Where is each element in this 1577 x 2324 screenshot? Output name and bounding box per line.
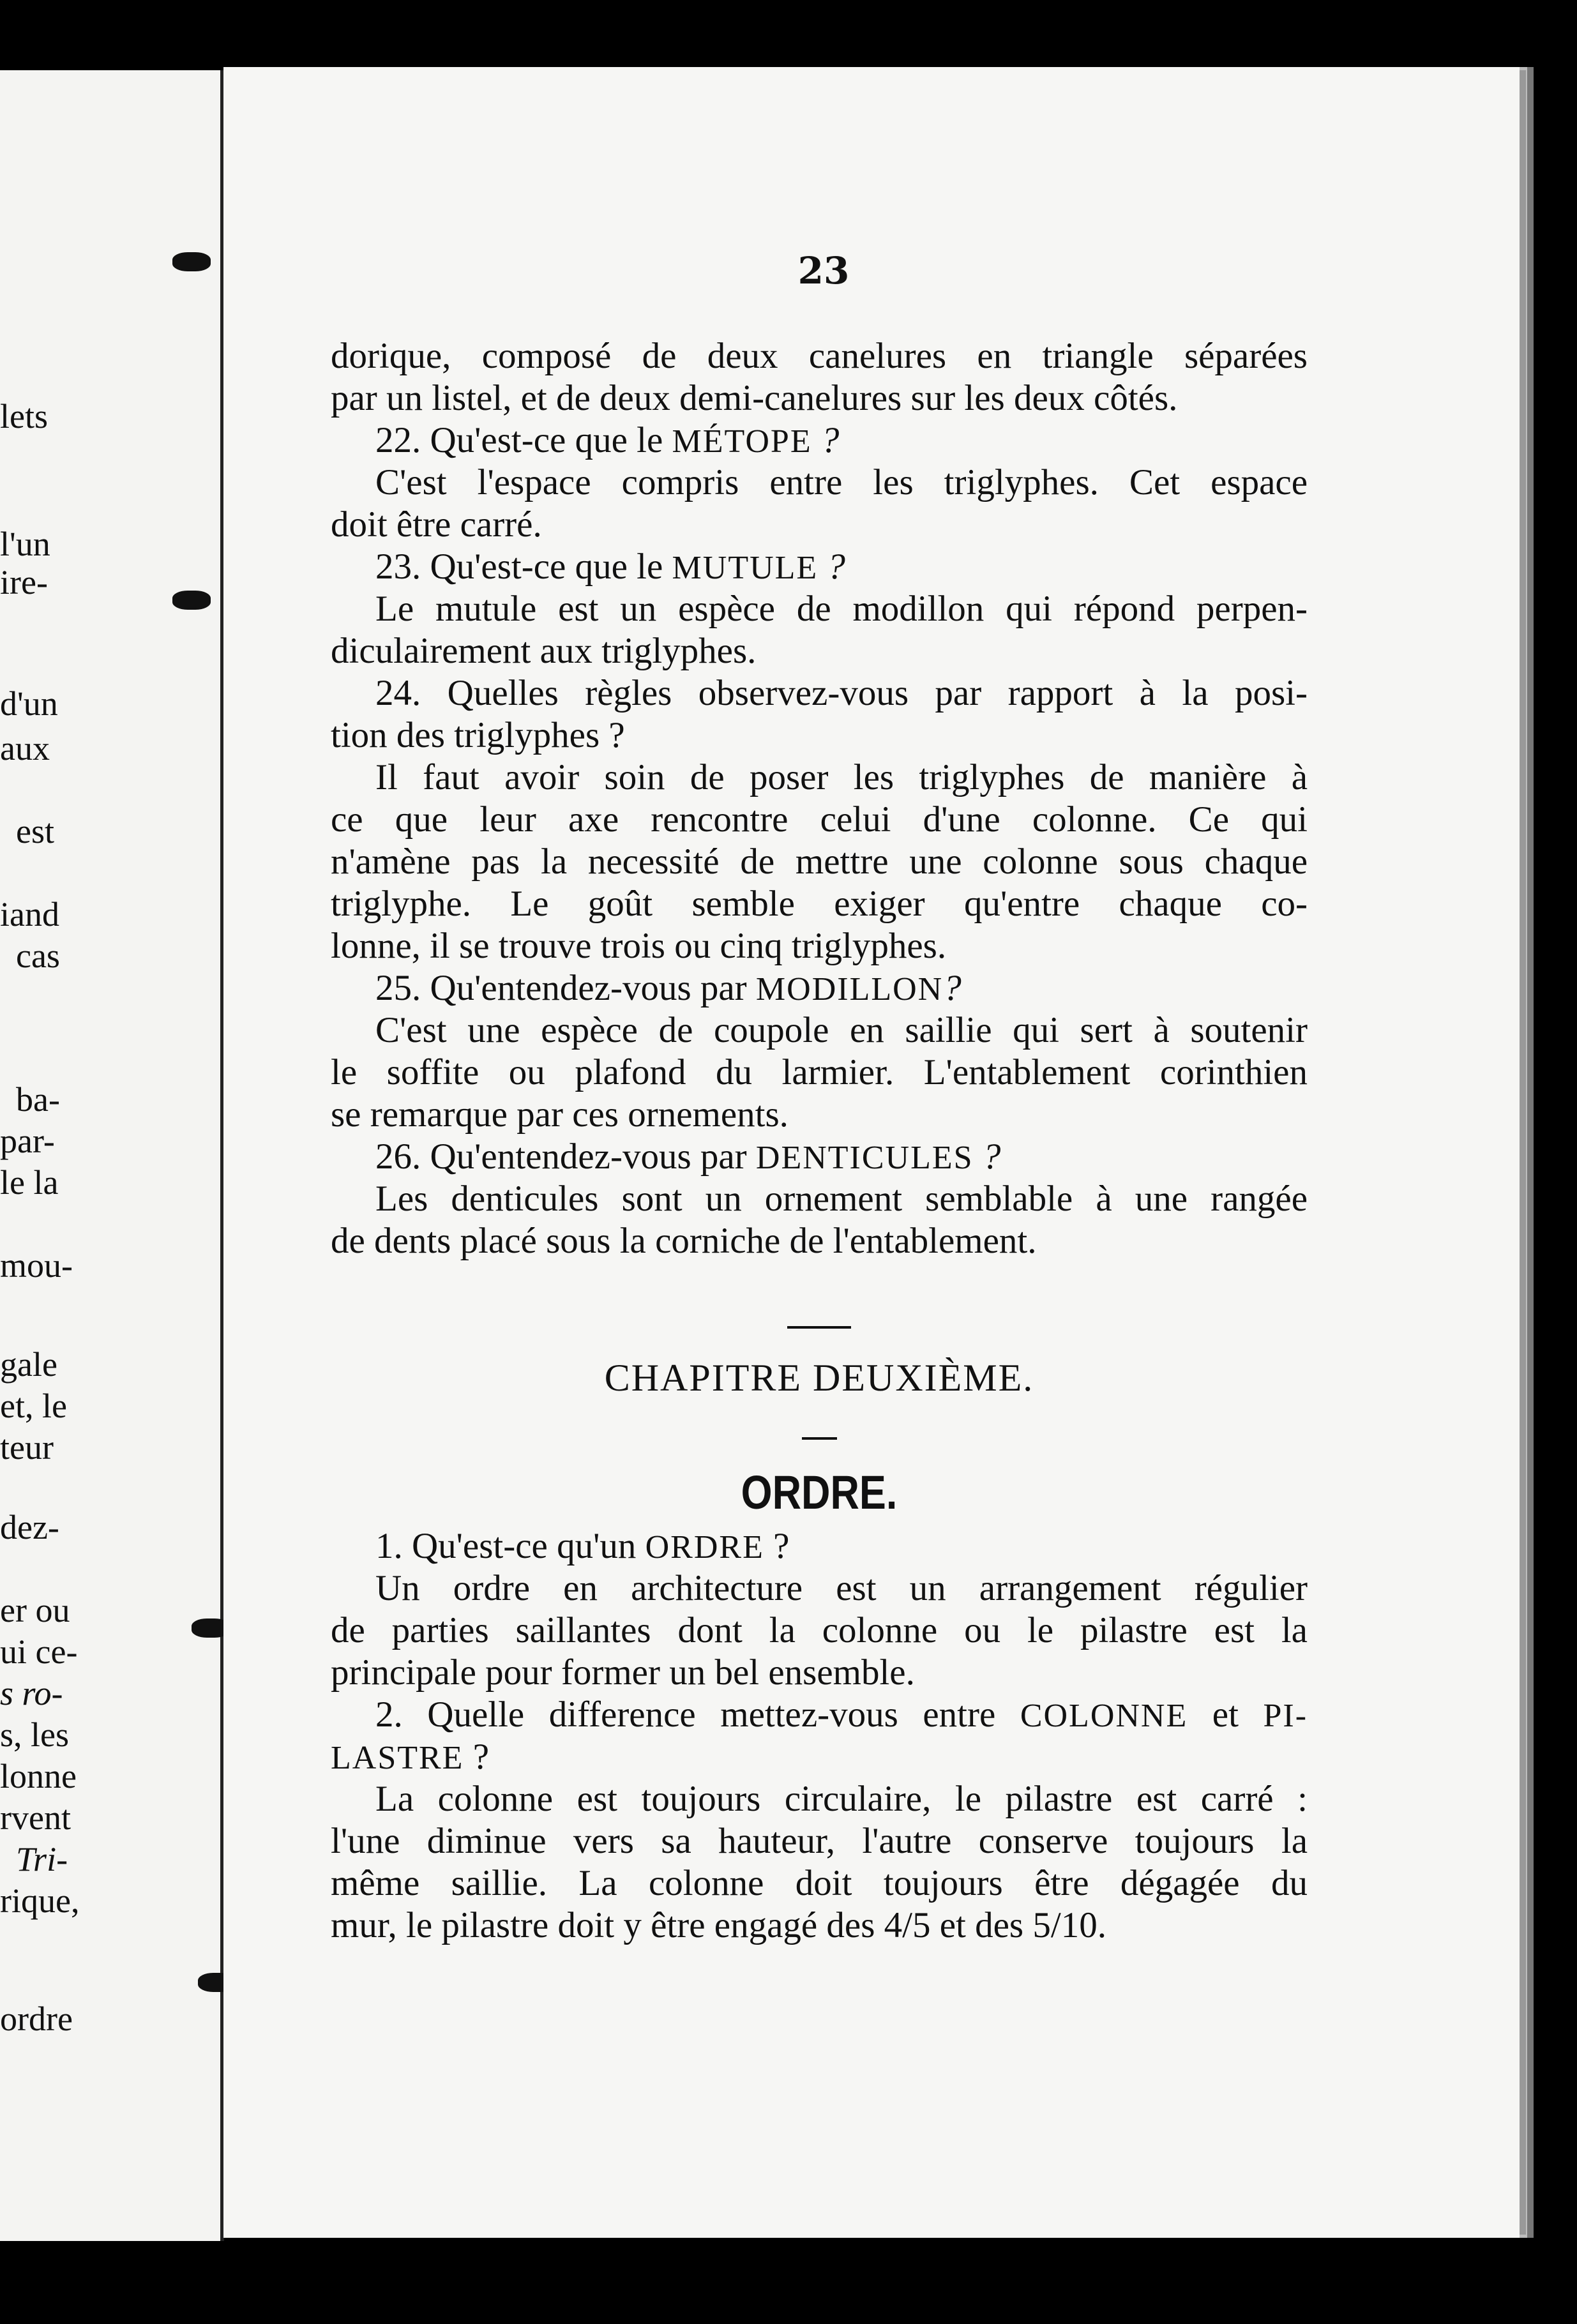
left-fragment: s, les [0, 1716, 69, 1754]
left-fragment: ire- [0, 563, 48, 601]
question-ordre-2-cont: LASTRE ? [331, 1737, 490, 1777]
term-metope: MÉTOPE [672, 423, 812, 460]
term-denticules: DENTICULES [755, 1140, 974, 1176]
answer-line: ce que leur axe rencontre celui d'une colonne. Ce qui [331, 799, 1308, 840]
page-number: 23 [797, 249, 850, 292]
text-line: dorique, composé de deux canelures en triangle séparées [331, 336, 1308, 376]
left-facing-page [0, 70, 224, 2241]
answer-line: même saillie. La colonne doit toujours être dégagée du [331, 1863, 1308, 1903]
left-fragment: et, le [0, 1387, 67, 1425]
left-fragment: Tri- [16, 1840, 68, 1878]
answer-line: doit être carré. [331, 504, 542, 545]
page-body [331, 335, 1308, 1947]
answer-line: principale pour former un bel ensemble. [331, 1652, 915, 1693]
page-edge [1520, 70, 1526, 2235]
question-24: 24. Quelles règles observez-vous par rapport à la posi- [375, 673, 1308, 713]
question-26: 26. Qu'entendez-vous par DENTICULES ? [375, 1136, 1001, 1177]
divider-rule [787, 1326, 851, 1329]
question-ordre-2: 2. Quelle difference mettez-vous entre COLONNE et PI- [375, 1694, 1308, 1735]
answer-line: l'une diminue vers sa hauteur, l'autre conserve toujours la [331, 1821, 1308, 1861]
answer-line: C'est l'espace compris entre les triglyphes. Cet espace [375, 462, 1308, 502]
question-22: 22. Qu'est-ce que le MÉTOPE ? [375, 420, 840, 460]
left-fragment: teur [0, 1428, 54, 1467]
left-fragment: aux [0, 729, 50, 767]
left-fragment: rvent [0, 1799, 71, 1837]
left-fragment: lonne [0, 1757, 77, 1795]
answer-line: lonne, il se trouve trois ou cinq triglyphes. [331, 926, 947, 966]
left-fragment: iand [0, 895, 59, 933]
divider-rule [802, 1437, 837, 1440]
answer-line: C'est une espèce de coupole en saillie qui sert à soutenir [375, 1010, 1308, 1050]
binding-stitch [172, 252, 211, 271]
term-ordre: ORDRE [645, 1529, 764, 1566]
section-title: ORDRE. [741, 1466, 898, 1519]
term-colonne: COLONNE [1020, 1698, 1188, 1734]
left-fragment: cas [16, 937, 60, 975]
left-fragment: gale [0, 1345, 57, 1384]
answer-line: le soffite ou plafond du larmier. L'entablement corinthien [331, 1052, 1308, 1092]
answer-line: de parties saillantes dont la colonne ou le pilastre est la [331, 1610, 1308, 1650]
answer-line: n'amène pas la necessité de mettre une colonne sous chaque [331, 841, 1308, 882]
left-fragment: mou- [0, 1246, 73, 1285]
left-fragment: d'un [0, 684, 58, 723]
left-fragment: er ou [0, 1591, 70, 1629]
answer-line: Un ordre en architecture est un arrangement régulier [375, 1568, 1308, 1608]
left-fragment: rique, [0, 1882, 80, 1920]
question-25: 25. Qu'entendez-vous par MODILLON? [375, 968, 962, 1008]
chapter-title: CHAPITRE DEUXIÈME. [604, 1357, 1034, 1399]
answer-line: mur, le pilastre doit y être engagé des 4/5 et des 5/10. [331, 1905, 1106, 1945]
text-line: par un listel, et de deux demi-canelures sur les deux côtés. [331, 378, 1178, 418]
left-fragment: s ro- [0, 1674, 63, 1712]
answer-line: Le mutule est un espèce de modillon qui répond perpen- [375, 589, 1308, 629]
left-fragment: par- [0, 1122, 55, 1160]
term-pilastre-b: LASTRE [331, 1740, 464, 1776]
question-23: 23. Qu'est-ce que le MUTULE ? [375, 547, 845, 587]
left-fragment: lets [0, 397, 48, 435]
left-fragment: ordre [0, 2000, 73, 2038]
term-mutule: MUTULE [672, 550, 819, 586]
left-fragment: l'un [0, 525, 50, 563]
answer-line: de dents placé sous la corniche de l'entablement. [331, 1221, 1037, 1261]
binding-stitch [172, 591, 211, 610]
left-fragment: ui ce- [0, 1633, 78, 1671]
answer-line: diculairement aux triglyphes. [331, 631, 757, 671]
answer-line: Il faut avoir soin de poser les triglyphes de manière à [375, 757, 1308, 797]
answer-line: Les denticules sont un ornement semblable à une rangée [375, 1179, 1308, 1219]
term-modillon: MODILLON [755, 971, 944, 1007]
left-fragment: ba- [16, 1080, 60, 1119]
question-24-cont: tion des triglyphes ? [331, 715, 625, 755]
answer-line: La colonne est toujours circulaire, le pilastre est carré : [375, 1779, 1308, 1819]
left-fragment: le la [0, 1163, 59, 1202]
answer-line: se remarque par ces ornements. [331, 1094, 788, 1135]
left-fragment: dez- [0, 1508, 59, 1546]
term-pilastre-a: PI- [1263, 1698, 1308, 1734]
question-ordre-1: 1. Qu'est-ce qu'un ORDRE ? [375, 1526, 790, 1566]
answer-line: triglyphe. Le goût semble exiger qu'entre chaque co- [331, 884, 1308, 924]
left-fragment: est [16, 812, 54, 850]
